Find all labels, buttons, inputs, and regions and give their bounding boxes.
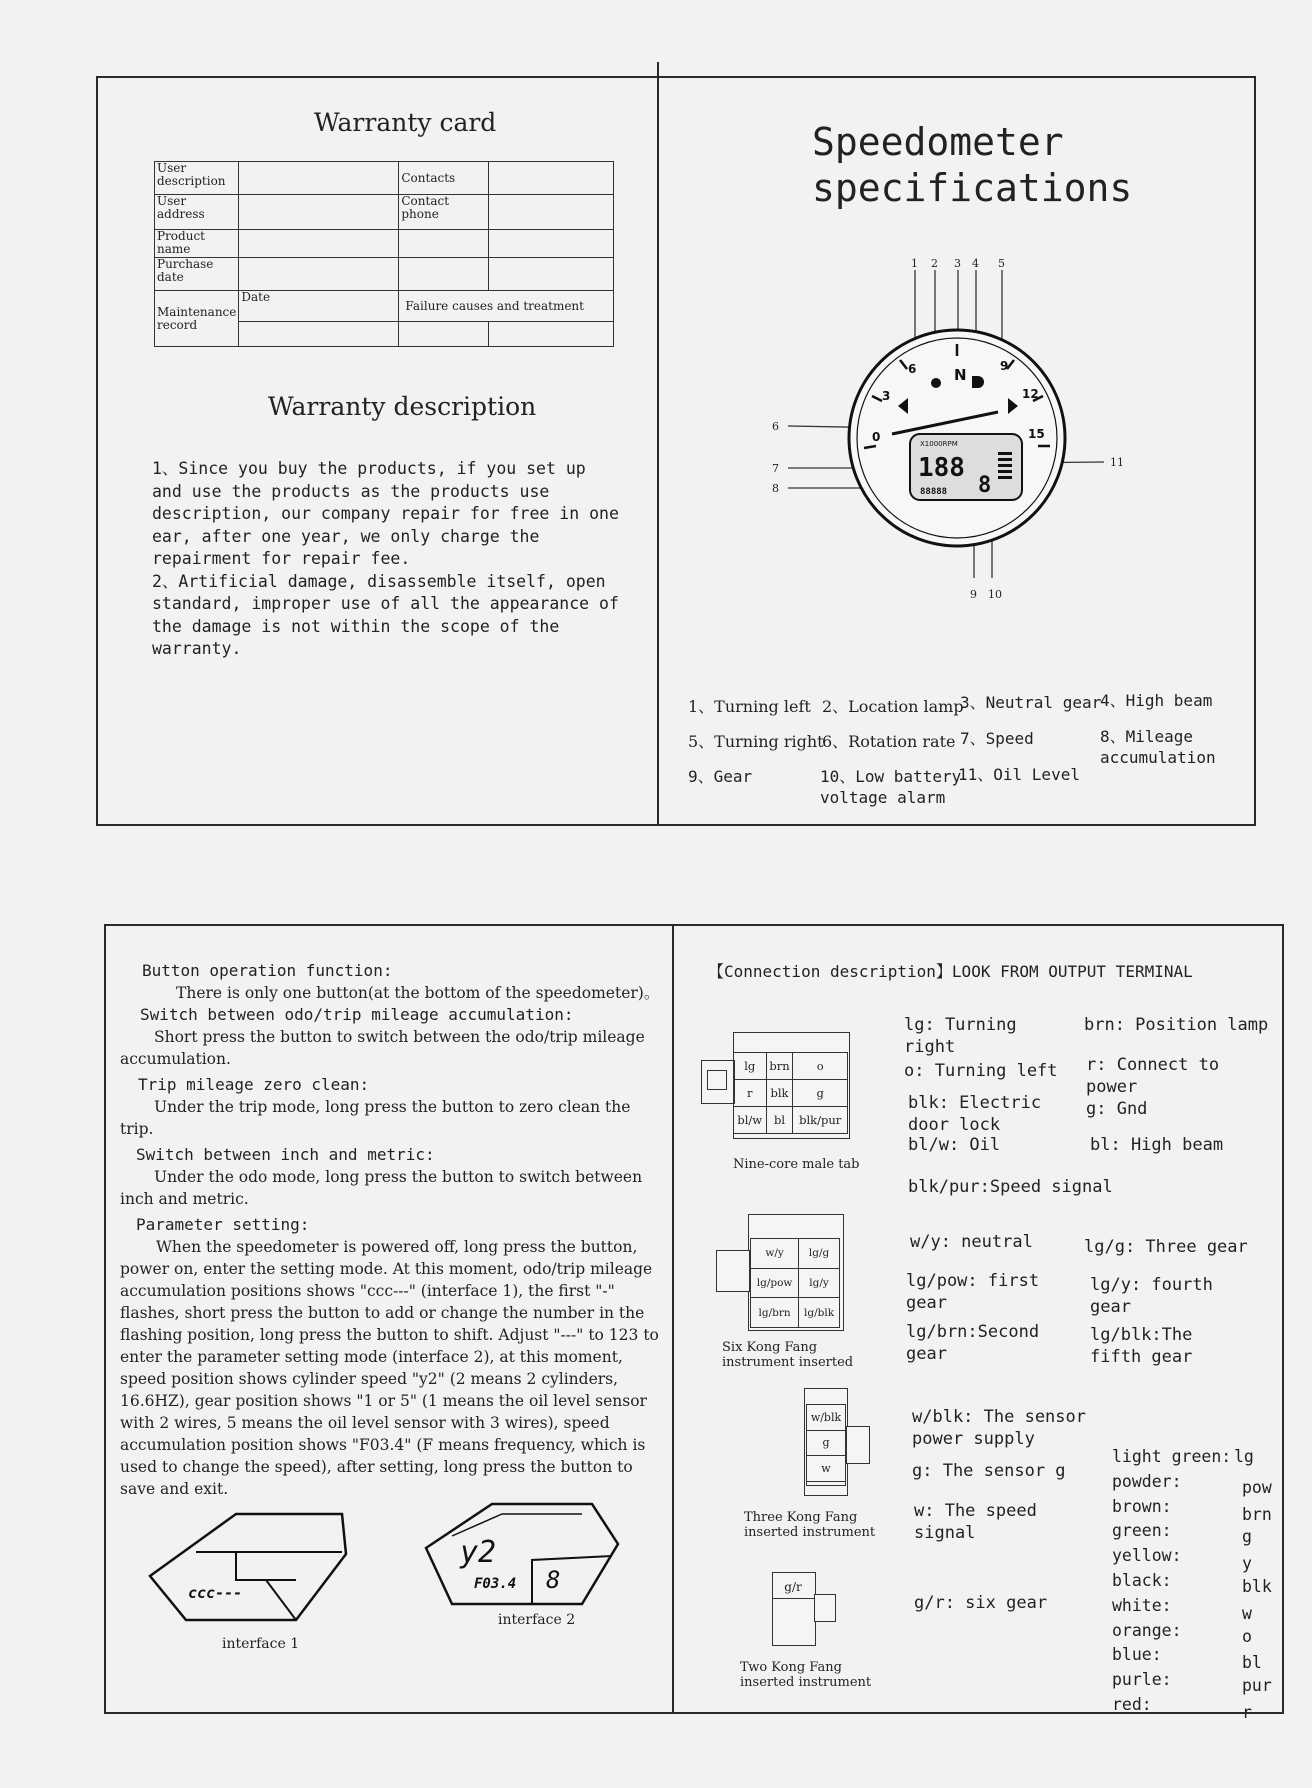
interface-1-diagram xyxy=(146,1510,352,1626)
legend-3: 3、Neutral gear xyxy=(960,693,1102,712)
six-kong-caption: Six Kong Fang instrument inserted xyxy=(722,1340,854,1370)
connection-title: 【Connection description】LOOK FROM OUTPUT TERMINAL xyxy=(708,962,1193,981)
top-sheet-divider xyxy=(657,62,659,826)
legend-1: 1、Turning left xyxy=(688,697,811,716)
text-parameter-setting: When the speedometer is powered off, long press the button, power on, enter the setting mode. At this moment, odo/trip mileage accumulation positions shows "ccc---" (interface 1), the first "-" flashes, short press the button to add or change the number in the flashing position, long press the button to shift. Adjust "---" to 123 to enter the parameter setting mode (interface 2), at this moment, speed position shows cylinder speed "y2" (2 means 2 cylinders, 16.6HZ), gear position shows "1 or 5" (1 means the oil level sensor with 2 wires, 5 means the oil level sensor with 3 wires), speed accumulation position shows "F03.4" (F means frequency, which is used to change the speed), after setting, long press the button to save and exit. xyxy=(120,1238,659,1498)
pin: lg/g xyxy=(799,1239,840,1269)
cell-blank xyxy=(239,162,399,195)
pin: w/blk xyxy=(807,1405,846,1431)
two-kong-side-tab xyxy=(814,1594,836,1622)
heading-inch-metric: Switch between inch and metric: xyxy=(136,1145,435,1164)
svg-text:15: 15 xyxy=(1028,427,1045,441)
cell-blank xyxy=(399,322,489,347)
color-name: red: xyxy=(1112,1694,1152,1714)
color-abbr: pow xyxy=(1242,1477,1272,1497)
cell-purchase-date: Purchase date xyxy=(155,258,239,291)
legend-9: 9、Gear xyxy=(688,767,753,786)
legend-8: 8、Mileage accumulation xyxy=(1100,727,1216,767)
rpm-label: X1000RPM xyxy=(920,440,958,448)
callout-4: 4 xyxy=(972,257,979,270)
color-row xyxy=(1108,1644,1298,1673)
warranty-description-text xyxy=(152,458,622,661)
warranty-description-title: Warranty description xyxy=(268,392,537,421)
color-abbr: bl xyxy=(1242,1653,1262,1673)
desc-blw: bl/w: Oil xyxy=(908,1135,1001,1155)
desc-g: g: Gnd xyxy=(1086,1099,1148,1119)
desc-o: o: Turning left xyxy=(904,1061,1058,1081)
pin: lg/blk xyxy=(799,1298,840,1328)
desc-lg: lg: Turning right xyxy=(904,1015,1017,1057)
heading-odo-trip: Switch between odo/trip mileage accumulation: xyxy=(140,1005,574,1024)
three-kong-grid xyxy=(806,1404,846,1482)
high-beam-icon xyxy=(972,376,984,388)
legend-7: 7、Speed xyxy=(960,729,1034,748)
button-operation-title: Button operation function: xyxy=(142,961,393,980)
pin: r xyxy=(734,1080,767,1107)
desc-brn: brn: Position lamp xyxy=(1084,1015,1269,1035)
color-abbr: blk xyxy=(1242,1576,1272,1596)
desc-wblk: w/blk: The sensor power supply xyxy=(912,1407,1086,1449)
color-abbr: brn xyxy=(1242,1504,1272,1524)
callout-3: 3 xyxy=(954,257,961,270)
heading-trip-zero: Trip mileage zero clean: xyxy=(138,1075,370,1094)
legend-5: 5、Turning right xyxy=(688,732,824,751)
color-row xyxy=(1108,1570,1298,1595)
six-kong-grid xyxy=(750,1238,840,1328)
cell-blank xyxy=(489,258,614,291)
color-name: yellow: xyxy=(1112,1546,1182,1566)
color-name: brown: xyxy=(1112,1496,1172,1516)
interface-1-label: interface 1 xyxy=(222,1636,300,1652)
color-abbr: w xyxy=(1242,1603,1252,1623)
three-kong-side-tab xyxy=(846,1426,870,1464)
cell-blank xyxy=(239,322,399,347)
color-name: blue: xyxy=(1112,1645,1162,1665)
pin: bl xyxy=(766,1107,793,1134)
cell-blank xyxy=(239,230,399,258)
six-kong-tab xyxy=(716,1250,750,1292)
color-abbreviation-table xyxy=(1108,1446,1298,1722)
interface-2-gear: 8 xyxy=(546,1566,561,1594)
pin: o xyxy=(793,1053,848,1080)
desc-blk: blk: Electric door lock xyxy=(908,1093,1042,1135)
interface-2-odo: F03.4 xyxy=(474,1576,517,1592)
pin: blk xyxy=(766,1080,793,1107)
cell-user-address: User address xyxy=(155,195,239,230)
color-row xyxy=(1108,1545,1298,1574)
button-operation-section xyxy=(120,960,660,1500)
color-name: purle: xyxy=(1112,1670,1172,1690)
cell-blank xyxy=(489,230,614,258)
color-abbr: lg xyxy=(1234,1447,1254,1466)
color-name: light green: xyxy=(1112,1447,1232,1466)
color-name: green: xyxy=(1112,1521,1172,1541)
cell-date: Date xyxy=(239,291,399,322)
desc-w: w: The speed signal xyxy=(914,1501,1037,1543)
desc-wy: w/y: neutral xyxy=(910,1232,1033,1252)
neutral-indicator: N xyxy=(954,366,967,384)
desc-gr: g/r: six gear xyxy=(914,1593,1048,1613)
legend-10: 10、Low battery voltage alarm xyxy=(820,767,962,807)
callout-10: 10 xyxy=(988,588,1002,601)
bottom-sheet-divider xyxy=(672,924,674,1714)
interface-1-display: ccc--- xyxy=(188,1584,243,1602)
cell-blank xyxy=(239,258,399,291)
cell-failure-causes: Failure causes and treatment xyxy=(399,291,614,322)
desc-lgy: lg/y: fourth gear xyxy=(1090,1275,1213,1317)
color-abbr: r xyxy=(1242,1702,1252,1722)
callout-9: 9 xyxy=(970,588,977,601)
legend-4: 4、High beam xyxy=(1100,691,1213,710)
color-row xyxy=(1108,1496,1298,1524)
desc-blkpur: blk/pur:Speed signal xyxy=(908,1177,1113,1197)
color-name: orange: xyxy=(1112,1620,1182,1640)
desc-lgpow: lg/pow: first gear xyxy=(906,1271,1040,1313)
cell-blank xyxy=(489,162,614,195)
text-trip-zero: Under the trip mode, long press the button to zero clean the trip. xyxy=(120,1098,631,1138)
pin: lg/pow xyxy=(751,1268,799,1298)
cell-blank xyxy=(399,258,489,291)
callout-11: 11 xyxy=(1110,456,1124,469)
legend-2: 2、Location lamp xyxy=(822,697,964,716)
callout-7: 7 xyxy=(772,462,779,475)
pin: blk/pur xyxy=(793,1107,848,1134)
desc-bl: bl: High beam xyxy=(1090,1135,1224,1155)
warranty-item-2: 2、Artificial damage, disassemble itself, open standard, improper use of all the appearance of the damage is not within the scope of the warranty. xyxy=(152,571,619,658)
text-odo-trip: Short press the button to switch between the odo/trip mileage accumulation. xyxy=(120,1028,645,1068)
color-row xyxy=(1108,1595,1298,1623)
cell-user-description: User description xyxy=(155,162,239,195)
desc-sensor-g: g: The sensor g xyxy=(912,1461,1066,1481)
desc-lgbrn: lg/brn:Second gear xyxy=(906,1322,1040,1364)
pin: g xyxy=(793,1080,848,1107)
warranty-item-1: 1、Since you buy the products, if you set up and use the products as the products use description, our company repair for free in one ear, after one year, we only charge the repairment for repair fee. xyxy=(152,459,619,568)
pin: lg/y xyxy=(799,1268,840,1298)
desc-lgblk: lg/blk:The fifth gear xyxy=(1090,1325,1193,1367)
callout-2: 2 xyxy=(931,257,938,270)
cell-blank xyxy=(489,322,614,347)
desc-r: r: Connect to power xyxy=(1086,1055,1220,1097)
pin: lg/brn xyxy=(751,1298,799,1328)
heading-parameter-setting: Parameter setting: xyxy=(136,1215,310,1234)
color-abbr: pur xyxy=(1242,1676,1272,1696)
color-row xyxy=(1108,1471,1298,1496)
speedometer-diagram xyxy=(760,248,1140,608)
cell-contacts: Contacts xyxy=(399,162,489,195)
svg-text:0: 0 xyxy=(872,430,881,444)
pin: bl/w xyxy=(734,1107,767,1134)
cell-blank xyxy=(399,230,489,258)
nine-core-caption: Nine-core male tab xyxy=(733,1157,860,1172)
nine-core-tab-inner xyxy=(707,1070,727,1090)
location-lamp-icon xyxy=(931,378,941,388)
legend-11: 11、Oil Level xyxy=(958,765,1080,784)
nine-core-grid xyxy=(733,1052,848,1134)
color-row xyxy=(1108,1669,1298,1694)
button-operation-intro: There is only one button(at the bottom of the speedometer)。 xyxy=(176,984,660,1002)
interface-2-speed: y2 xyxy=(460,1535,497,1570)
pin: lg xyxy=(734,1053,767,1080)
legend-6: 6、Rotation rate xyxy=(822,732,956,751)
callout-6: 6 xyxy=(772,420,779,433)
color-row xyxy=(1108,1446,1298,1471)
interface-2-label: interface 2 xyxy=(498,1612,576,1628)
cell-blank xyxy=(489,195,614,230)
warranty-table xyxy=(154,161,614,347)
pin: brn xyxy=(766,1053,793,1080)
color-abbr: g xyxy=(1242,1527,1252,1547)
cell-contact-phone: Contact phone xyxy=(399,195,489,230)
interface-2-diagram xyxy=(422,1500,622,1608)
cell-blank xyxy=(239,195,399,230)
pin: g xyxy=(807,1430,846,1456)
svg-text:9: 9 xyxy=(1000,359,1009,373)
odo-digits: 88888 xyxy=(920,487,948,497)
cell-maintenance-record: Maintenance record xyxy=(155,291,239,347)
speedometer-title-line2: specifications xyxy=(812,166,1133,210)
speedometer-title-line1: Speedometer xyxy=(812,120,1064,164)
text-inch-metric: Under the odo mode, long press the button to switch between inch and metric. xyxy=(120,1168,643,1208)
callout-1: 1 xyxy=(911,257,918,270)
color-name: powder: xyxy=(1112,1471,1182,1491)
warranty-card-title: Warranty card xyxy=(314,108,497,137)
cell-product-name: Product name xyxy=(155,230,239,258)
svg-text:6: 6 xyxy=(908,362,917,376)
color-row xyxy=(1108,1694,1298,1722)
pin: w/y xyxy=(751,1239,799,1269)
color-row xyxy=(1108,1520,1298,1545)
svg-text:12: 12 xyxy=(1022,387,1039,401)
svg-text:3: 3 xyxy=(882,389,891,403)
speed-digits: 188 xyxy=(918,453,965,483)
desc-lgg: lg/g: Three gear xyxy=(1084,1237,1248,1257)
two-kong-caption: Two Kong Fang inserted instrument xyxy=(740,1660,872,1690)
callout-5: 5 xyxy=(998,257,1005,270)
color-name: black: xyxy=(1112,1570,1172,1590)
gear-digit: 8 xyxy=(978,473,992,498)
callout-8: 8 xyxy=(772,482,779,495)
two-kong-pin: g/r xyxy=(772,1576,814,1599)
color-abbr: o xyxy=(1242,1626,1252,1646)
color-abbr: y xyxy=(1242,1554,1252,1574)
three-kong-caption: Three Kong Fang inserted instrument xyxy=(744,1510,876,1540)
pin: w xyxy=(807,1456,846,1482)
color-row xyxy=(1108,1620,1298,1645)
color-name: white: xyxy=(1112,1595,1172,1615)
